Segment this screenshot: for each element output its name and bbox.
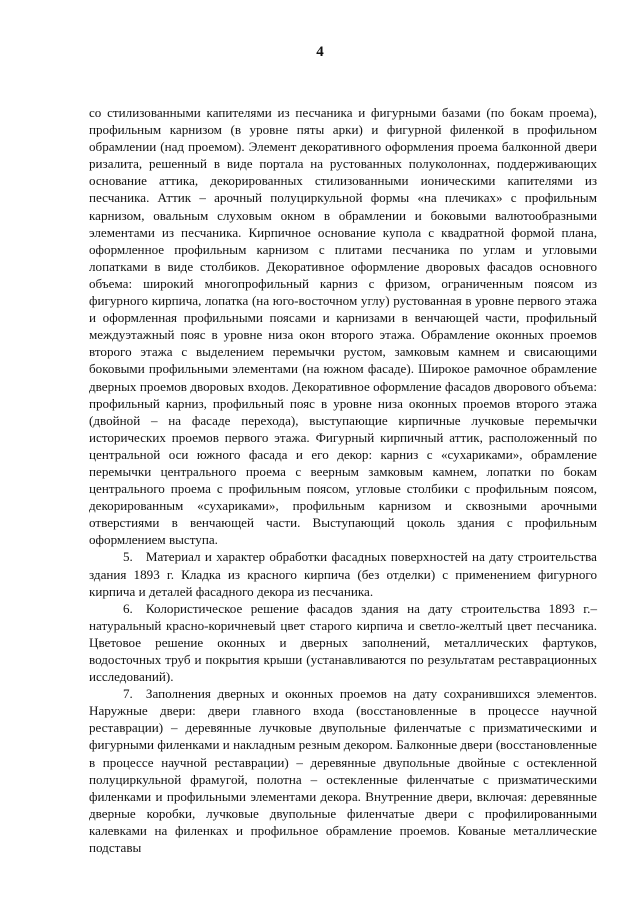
document-body [89,104,597,856]
paragraph-item-6: 6. Колористическое решение фасадов здания на дату строительства 1893 г.– натуральный красно-коричневый цвет старого кирпича и светло-желтый цвет песчаника. Цветовое решение оконных и дверных заполнений, металлических фартуков, водосточных труб и покрытия крыши (устанавливаются по результатам реставрационных исследований). [89,600,597,685]
page-number: 4 [316,44,324,60]
paragraph-continuation: со стилизованными капителями из песчаника и фигурными базами (по бокам проема), профильным карнизом (в уровне пяты арки) и фигурной филенкой в профильном обрамлении (над проемом). Элемент декоративного оформления проема балконной двери ризалита, решенный в виде портала на рустованных полуколоннах, поддерживающих основание аттика, декорированных стилизованными ионическими капителями из песчаника. Аттик – арочный полуциркульной формы «на плечиках» с профильным карнизом, овальным слуховым окном в обрамлении и боковыми валютообразными элементами из песчаника. Кирпичное основание купола с квадратной формой плана, оформленное профильным карнизом с плитами песчаника по углам и угловыми лопатками в виде столбиков. Декоративное оформление дворовых фасадов основного объема: широкий многопрофильный карниз с фризом, ограниченным поясом из фигурного кирпича, лопатка (на юго-восточном углу) рустованная в уровне первого этажа и оформленная профильными поясами и карнизами в венчающей части, профильный междуэтажный пояс в уровне низа окон второго этажа. Обрамление оконных проемов второго этажа с выделением перемычки рустом, замковым камнем и свисающими боковыми профильными элементами (на южном фасаде). Широкое рамочное обрамление дверных проемов дворовых входов. Декоративное оформление фасадов дворового объема: профильный карниз, профильный пояс в уровне низа оконных проемов второго этажа (двойной – на фасаде перехода), выступающие кирпичные лучковые перемычки исторических проемов первого этажа. Фигурный кирпичный аттик, расположенный по центральной оси южного фасада и его декор: карниз с «сухариками», обрамление перемычки центрального проема с веерным замковым камнем, лопатки по бокам центрального проема с профильным поясом, угловые столбики с профильным поясом, декорированным «сухариками», профильным карнизом и сквозными арочными отверстиями в венчающей части. Выступающий цоколь здания с профильным оформлением выступа. [89,105,597,548]
paragraph-item-5: 5. Материал и характер обработки фасадных поверхностей на дату строительства здания 1893 г. Кладка из красного кирпича (без отделки) с применением фигурного кирпича и деталей фасадного декора из песчаника. [89,549,597,599]
paragraph-item-7: 7. Заполнения дверных и оконных проемов на дату сохранившихся элементов. Наружные двери: двери главного входа (восстановленные в процессе научной реставрации) – деревянные лучковые двупольные филенчатые с призматическими и фигурными филенками и накладным резным декором. Балконные двери (восстановленные в процессе научной реставрации) – деревянные двупольные двойные с остекленной полуциркульной фрамугой, полотна – остекленные филенчатые с призматическими филенками и профильными элементами декора. Внутренние двери, включая: деревянные дверные коробки, лучковые двупольные филенчатые двери с профилированными калевками на филенках и профильное обрамление проемов. Кованые металлические подставы [89,686,597,856]
